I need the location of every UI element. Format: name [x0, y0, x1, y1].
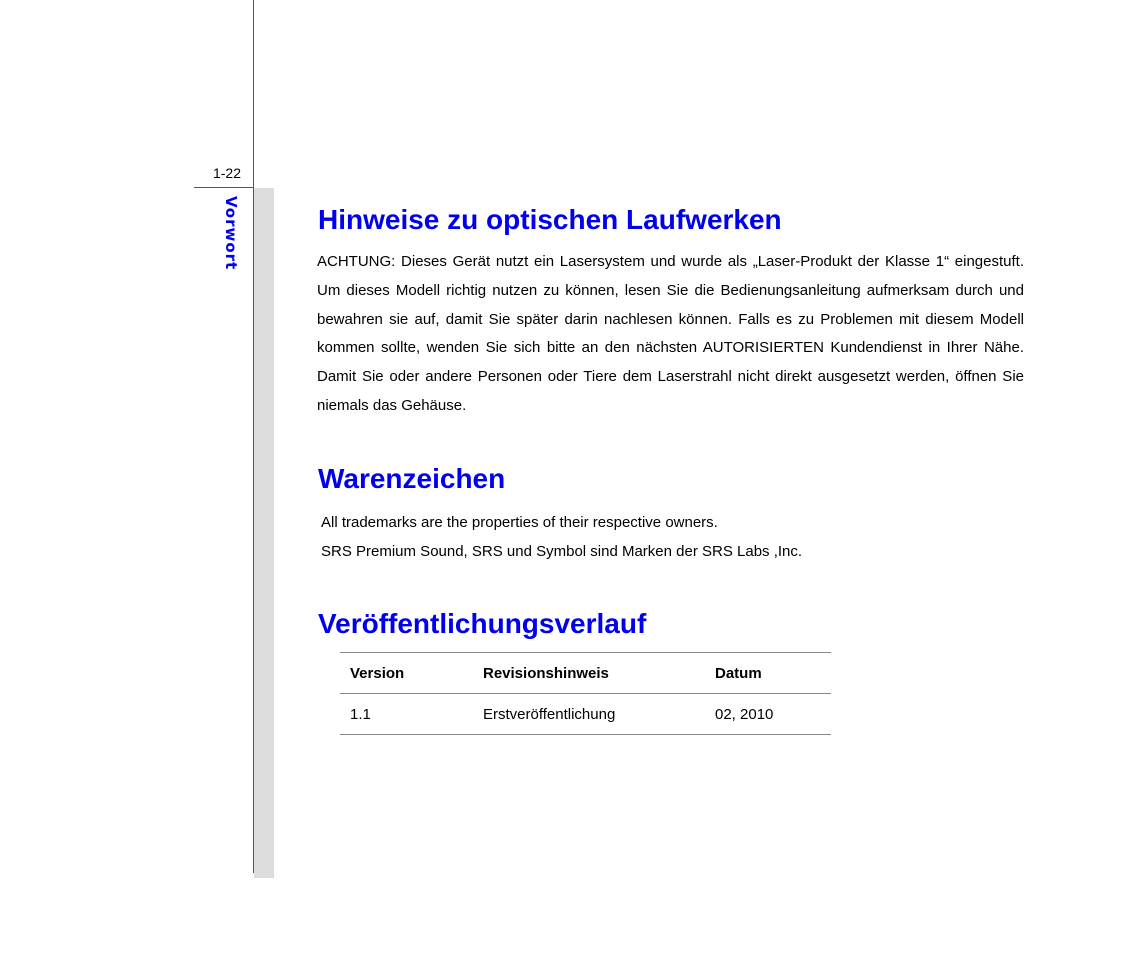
- release-history-table: [340, 652, 831, 735]
- trademark-line: SRS Premium Sound, SRS und Symbol sind Marken der SRS Labs ,Inc.: [321, 543, 803, 560]
- section-tab-label: Vorwort: [222, 196, 240, 271]
- trademarks-text: [321, 508, 802, 566]
- table-row: [340, 694, 831, 735]
- column-header-version: Version: [350, 664, 405, 682]
- column-header-revision-note: Revisionshinweis: [483, 664, 609, 682]
- release-history-heading: Veröffentlichungsverlauf: [318, 608, 647, 639]
- trademarks-heading: Warenzeichen: [318, 463, 506, 494]
- optical-drive-heading: Hinweise zu optischen Laufwerken: [318, 204, 782, 235]
- column-header-date: Datum: [715, 664, 762, 682]
- cell-version: 1.1: [350, 705, 371, 723]
- page-number-rule: [194, 187, 254, 188]
- page-number: 1-22: [212, 165, 241, 181]
- trademark-line: All trademarks are the properties of their respective owners.: [321, 514, 718, 531]
- margin-gray-bar: [254, 188, 274, 878]
- cell-date: 02, 2010: [715, 705, 774, 723]
- table-header-row: [340, 653, 831, 694]
- optical-drive-paragraph: ACHTUNG: Dieses Gerät nutzt ein Lasersystem und wurde als „Laser-Produkt der Klasse 1“ eingestuft. Um dieses Modell richtig nutzen zu können, lesen Sie die Bedienungsanleitung aufmerksam durch und bewahren sie auf, damit Sie später darin nachlesen können. Falls es zu Problemen mit diesem Modell kommen sollte, wenden Sie sich bitte an den nächsten AUTORISIERTEN Kundendienst in Ihrer Nähe. Damit Sie oder andere Personen oder Tiere dem Laserstrahl nicht direkt ausgesetzt werden, öffnen Sie niemals das Gehäuse.: [317, 253, 1024, 414]
- cell-revision-note: Erstveröffentlichung: [483, 705, 616, 723]
